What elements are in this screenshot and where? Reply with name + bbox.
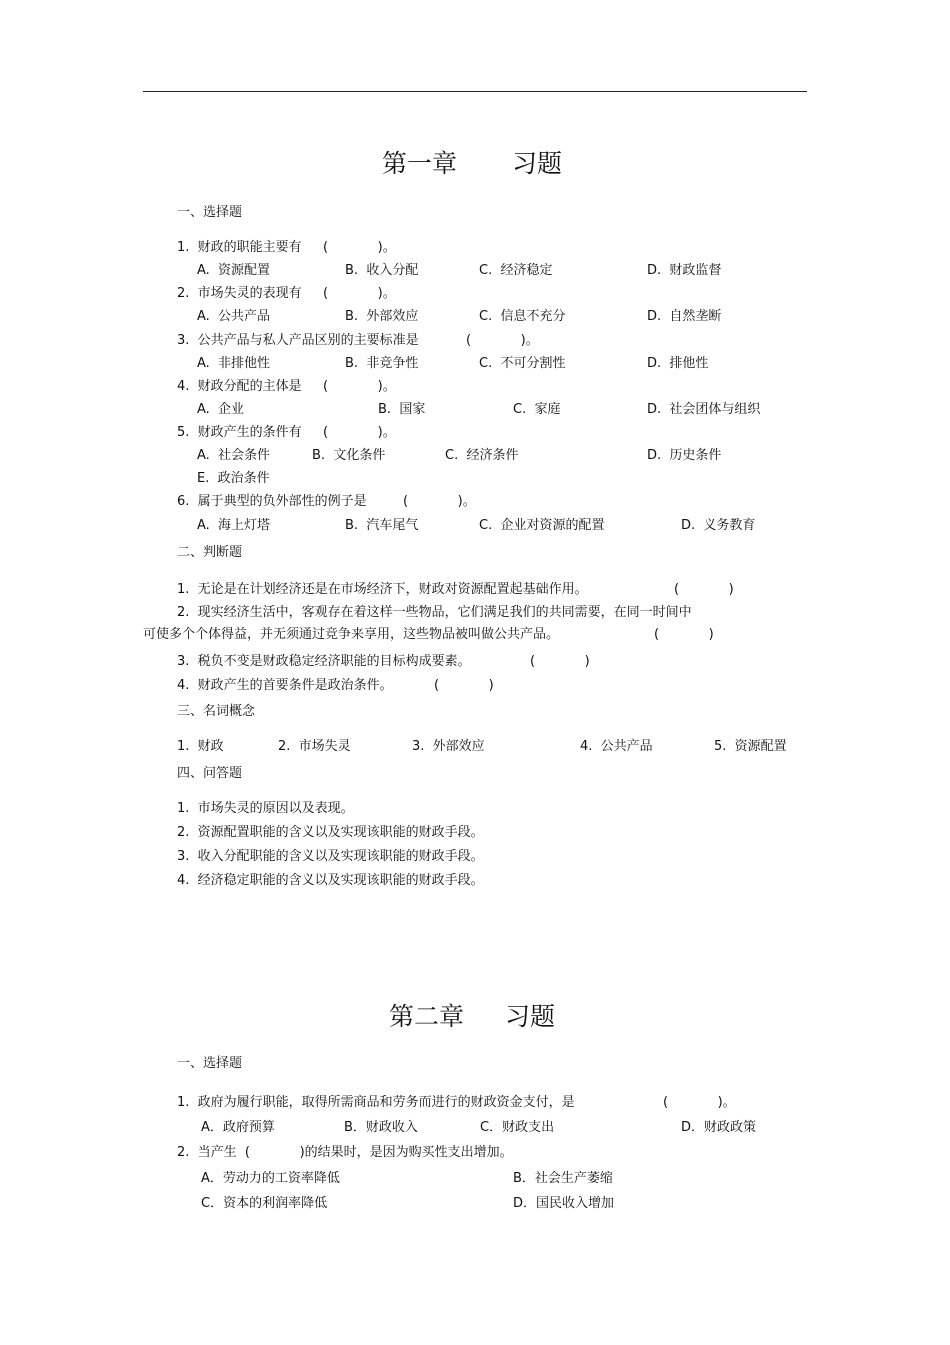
ch1-q5-option: A. 社会条件: [197, 448, 271, 463]
ch1-q2-option: C. 信息不充分: [479, 309, 566, 324]
ch1-q1-option: B. 收入分配: [345, 263, 419, 278]
ch1-q4: 4. 财政分配的主体是: [177, 379, 302, 394]
ch1-j4-answer-blank: ( ): [434, 678, 494, 693]
ch2-q2-option: B．社会生产萎缩: [513, 1171, 613, 1186]
ch1-q6-option: B. 汽车尾气: [345, 518, 419, 533]
ch1-q5-option: B. 文化条件: [312, 448, 386, 463]
ch1-qa-item: 4. 经济稳定职能的含义以及实现该职能的财政手段。: [177, 873, 484, 888]
ch1-q1: 1. 财政的职能主要有: [177, 240, 302, 255]
ch1-q1-option: A. 资源配置: [197, 263, 271, 278]
ch1-q2-option: B. 外部效应: [345, 309, 419, 324]
ch1-q3-option: B. 非竞争性: [345, 356, 419, 371]
ch2-q2-option: C．资本的利润率降低: [201, 1196, 328, 1211]
ch1-term: 3. 外部效应: [412, 739, 485, 754]
ch1-term: 5. 资源配置: [714, 739, 787, 754]
ch1-q5: 5. 财政产生的条件有: [177, 425, 302, 440]
ch1-j1: 1. 无论是在计划经济还是在市场经济下，财政对资源配置起基础作用。: [177, 582, 588, 597]
ch1-q6-option: D. 义务教育: [681, 518, 756, 533]
ch1-q5-option: E. 政治条件: [197, 471, 270, 486]
ch1-qa-item: 2. 资源配置职能的含义以及实现该职能的财政手段。: [177, 825, 484, 840]
ch1-j4: 4. 财政产生的首要条件是政治条件。: [177, 678, 393, 693]
ch1-q4-option: A. 企业: [197, 402, 245, 417]
ch2-q1-answer-blank: ( )。: [663, 1095, 736, 1110]
ch1-q3: 3. 公共产品与私人产品区别的主要标准是: [177, 333, 419, 348]
ch1-q4-option: D. 社会团体与组织: [647, 402, 761, 417]
ch2-q1-option: C．财政支出: [480, 1120, 555, 1135]
ch1-section-qa: 四、问答题: [177, 766, 243, 781]
ch1-j3: 3. 税负不变是财政稳定经济职能的目标构成要素。: [177, 654, 471, 669]
ch1-j3-answer-blank: ( ): [530, 654, 590, 669]
ch1-term: 1. 财政: [177, 739, 224, 754]
ch1-qa-item: 3. 收入分配职能的含义以及实现该职能的财政手段。: [177, 849, 484, 864]
ch1-q3-option: D. 排他性: [647, 356, 709, 371]
ch1-term: 4. 公共产品: [580, 739, 653, 754]
ch1-q2-answer-blank: ( )。: [323, 286, 396, 301]
ch1-section-choice: 一、选择题: [177, 205, 243, 220]
ch2-q2: 2. 当产生 ( )的结果时，是因为购买性支出增加。: [177, 1145, 513, 1160]
ch1-q4-option: B. 国家: [378, 402, 426, 417]
chapter2-title-suffix: 习题: [505, 1002, 556, 1031]
chapter1-title-suffix: 习题: [512, 149, 563, 178]
ch1-j1-answer-blank: ( ): [674, 582, 734, 597]
ch1-j2-answer-blank: ( ): [654, 627, 714, 642]
ch2-q1-option: B．财政收入: [344, 1120, 418, 1135]
chapter1-title: 第一章: [382, 149, 458, 178]
ch1-q3-answer-blank: ( )。: [466, 333, 539, 348]
header-rule: [143, 91, 807, 92]
ch1-q6-answer-blank: ( )。: [403, 494, 476, 509]
ch1-q3-option: C. 不可分割性: [479, 356, 566, 371]
ch1-q1-option: D. 财政监督: [647, 263, 722, 278]
ch1-q5-option: D. 历史条件: [647, 448, 722, 463]
ch2-q1-option: A．政府预算: [201, 1120, 275, 1135]
ch1-q6-option: C. 企业对资源的配置: [479, 518, 605, 533]
ch1-qa-item: 1. 市场失灵的原因以及表现。: [177, 801, 354, 816]
ch1-section-terms: 三、名词概念: [177, 704, 256, 719]
ch1-q6-option: A. 海上灯塔: [197, 518, 271, 533]
ch1-term: 2. 市场失灵: [278, 739, 351, 754]
chapter2-title: 第二章: [389, 1002, 465, 1031]
ch1-q6: 6. 属于典型的负外部性的例子是: [177, 494, 367, 509]
ch2-q2-option: A．劳动力的工资率降低: [201, 1171, 340, 1186]
ch1-q5-answer-blank: ( )。: [323, 425, 396, 440]
ch1-q3-option: A. 非排他性: [197, 356, 271, 371]
ch2-section-choice: 一、选择题: [177, 1056, 243, 1071]
ch1-q1-option: C. 经济稳定: [479, 263, 553, 278]
ch2-q1: 1. 政府为履行职能，取得所需商品和劳务而进行的财政资金支付，是: [177, 1095, 575, 1110]
ch1-q1-answer-blank: ( )。: [323, 240, 396, 255]
ch1-j2-line2: 可使多个个体得益，并无须通过竞争来享用，这些物品被叫做公共产品。: [143, 627, 560, 642]
ch1-q2-option: D. 自然垄断: [647, 309, 722, 324]
ch1-q4-answer-blank: ( )。: [323, 379, 396, 394]
ch1-j2-line1: 2. 现实经济生活中，客观存在着这样一些物品，它们满足我们的共同需要，在同一时间中: [177, 605, 692, 620]
ch1-q2-option: A. 公共产品: [197, 309, 271, 324]
ch1-q4-option: C. 家庭: [513, 402, 561, 417]
ch1-section-judge: 二、判断题: [177, 545, 243, 560]
ch2-q2-option: D．国民收入增加: [513, 1196, 615, 1211]
ch1-q2: 2. 市场失灵的表现有: [177, 286, 302, 301]
ch2-q1-option: D．财政政策: [681, 1120, 757, 1135]
ch1-q5-option: C. 经济条件: [445, 448, 519, 463]
